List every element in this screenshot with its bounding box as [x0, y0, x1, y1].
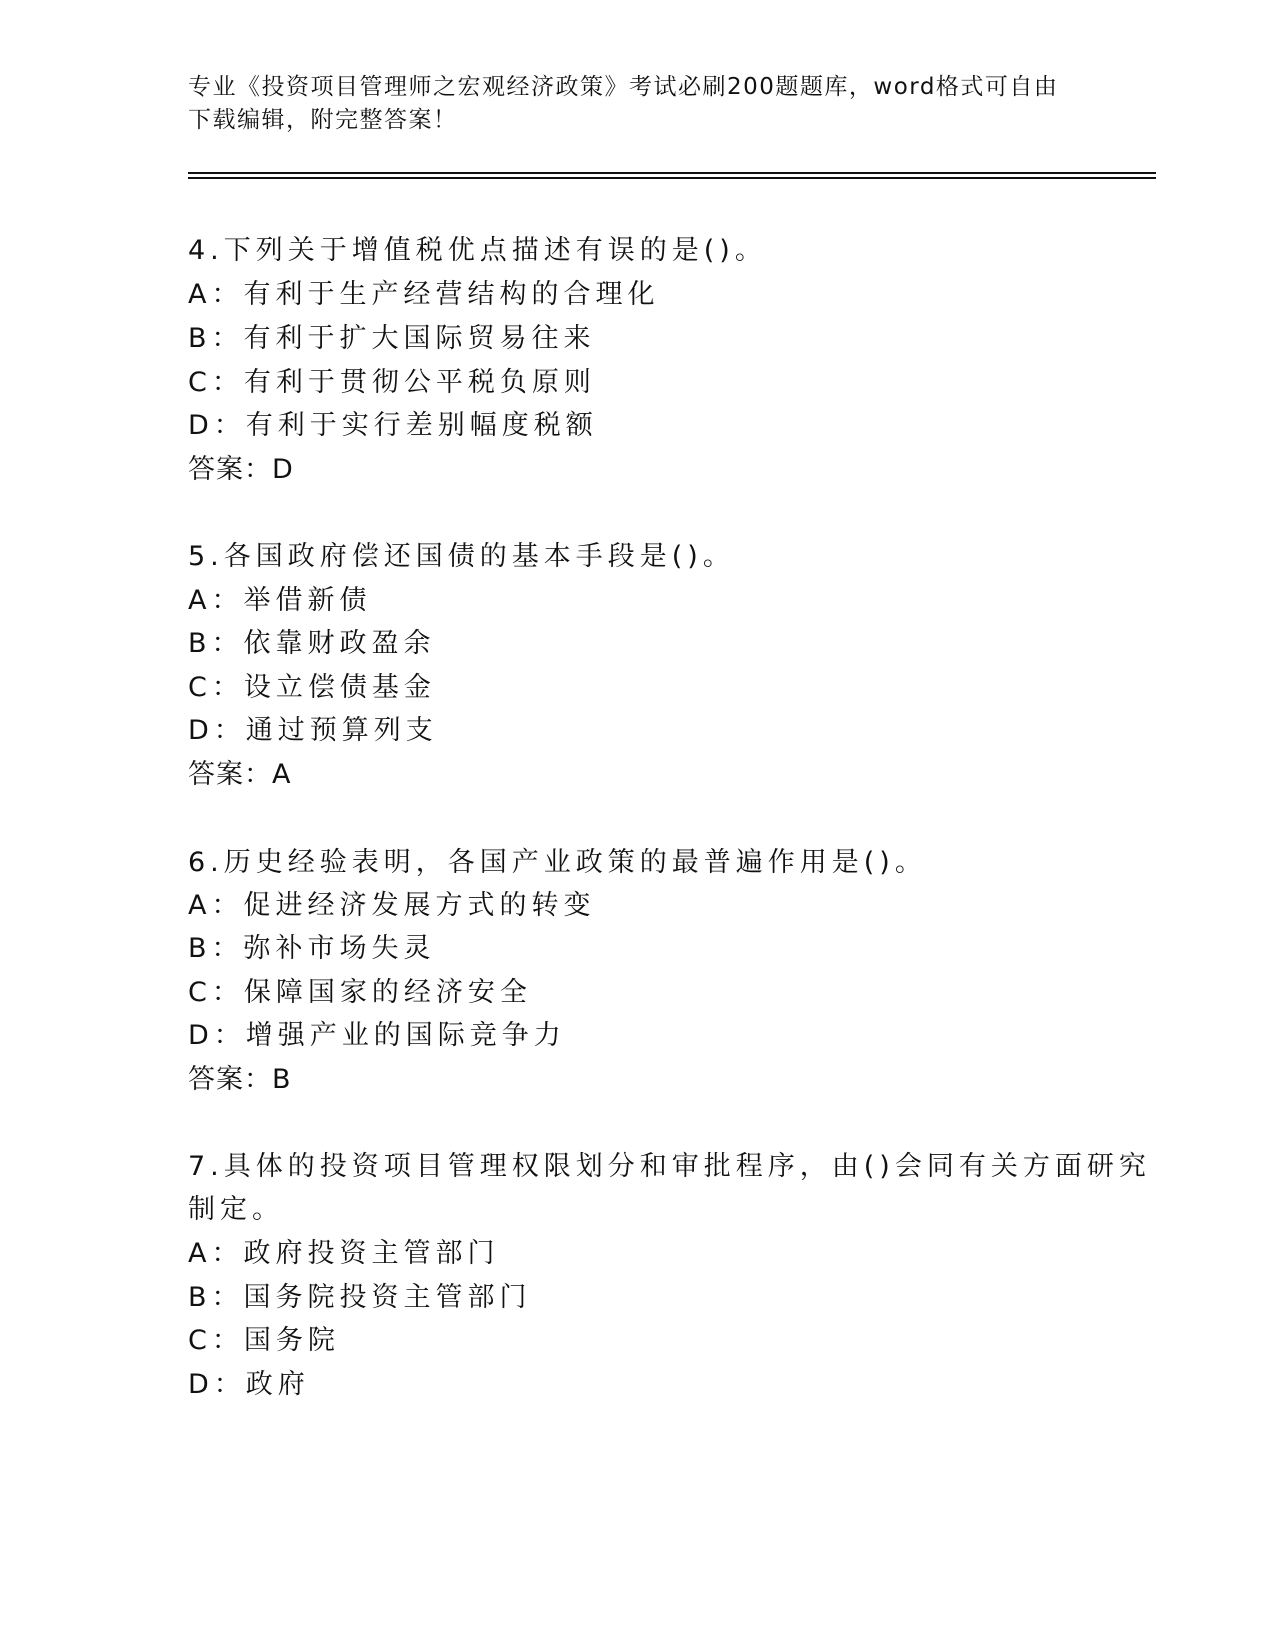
question-stem: 5.各国政府偿还国债的基本手段是()。 [188, 541, 735, 572]
option-c: C：设立偿债基金 [188, 672, 436, 703]
option-d: D：通过预算列支 [188, 715, 438, 746]
option-a: A：举借新债 [188, 585, 372, 616]
option-a: A：有利于生产经营结构的合理化 [188, 279, 660, 310]
question-stem: 4.下列关于增值税优点描述有误的是()。 [188, 235, 767, 266]
option-d: D：有利于实行差别幅度税额 [188, 410, 598, 441]
option-d: D：增强产业的国际竞争力 [188, 1020, 566, 1051]
option-b: B：弥补市场失灵 [188, 933, 436, 964]
option-d: D：政府 [188, 1369, 310, 1400]
header-divider-bottom [188, 177, 1156, 179]
question-stem-line-2: 制定。 [188, 1194, 284, 1225]
document-title-line-2: 下载编辑，附完整答案！ [188, 107, 458, 133]
header-divider-top [188, 172, 1156, 174]
option-a: A：促进经济发展方式的转变 [188, 890, 596, 921]
option-b: B：有利于扩大国际贸易往来 [188, 323, 596, 354]
question-stem: 6.历史经验表明，各国产业政策的最普遍作用是()。 [188, 847, 927, 878]
answer-text: 答案：A [188, 759, 292, 790]
answer-text: 答案：D [188, 454, 294, 485]
answer-text: 答案：B [188, 1064, 292, 1095]
option-a: A：政府投资主管部门 [188, 1238, 500, 1269]
option-c: C：保障国家的经济安全 [188, 977, 532, 1008]
option-b: B：依靠财政盈余 [188, 628, 436, 659]
option-b: B：国务院投资主管部门 [188, 1282, 532, 1313]
document-title-line-1: 专业《投资项目管理师之宏观经济政策》考试必刷200题题库，word格式可自由 [188, 74, 1059, 100]
option-c: C：国务院 [188, 1325, 340, 1356]
option-c: C：有利于贯彻公平税负原则 [188, 367, 596, 398]
question-stem-line-1: 7.具体的投资项目管理权限划分和审批程序，由()会同有关方面研究 [188, 1151, 1151, 1182]
